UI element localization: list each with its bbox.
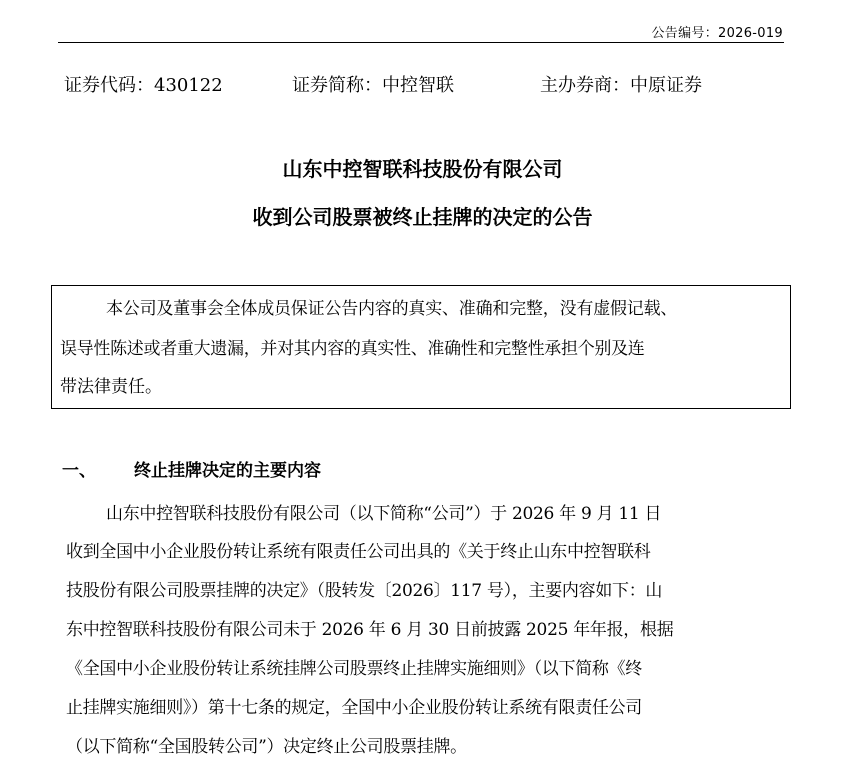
company-name-title: 山东中控智联科技股份有限公司 xyxy=(282,157,563,181)
statement-line: 误导性陈述或者重大遗漏，并对其内容的真实性、准确性和完整性承担个别及连 xyxy=(60,339,645,359)
announcement-number: 公告编号：2026-019 xyxy=(651,26,783,41)
security-code: 证券代码：430122 xyxy=(64,75,223,96)
paragraph-line: 山东中控智联科技股份有限公司（以下简称“公司”）于 2026 年 9 月 11 日 xyxy=(106,504,662,524)
paragraph-line: 技股份有限公司股票挂牌的决定》（股转发〔2026〕117 号），主要内容如下：山 xyxy=(66,581,663,601)
section-number: 一、 xyxy=(62,461,96,481)
paragraph-line: 《全国中小企业股份转让系统挂牌公司股票终止挂牌实施细则》（以下简称《终 xyxy=(66,659,642,679)
paragraph-line: （以下简称“全国股转公司”）决定终止公司股票挂牌。 xyxy=(66,737,467,757)
announcement-title: 收到公司股票被终止挂牌的决定的公告 xyxy=(252,205,593,229)
sponsor-broker: 主办券商：中原证券 xyxy=(540,75,702,96)
statement-line: 带法律责任。 xyxy=(60,377,162,397)
paragraph-line: 东中控智联科技股份有限公司未于 2026 年 6 月 30 日前披露 2025 年年报，根据 xyxy=(66,620,674,640)
security-short-name: 证券简称：中控智联 xyxy=(292,75,454,96)
responsibility-statement-box xyxy=(51,285,791,409)
header-divider xyxy=(58,42,784,43)
statement-line: 本公司及董事会全体成员保证公告内容的真实、准确和完整，没有虚假记载、 xyxy=(106,299,678,319)
paragraph-line: 收到全国中小企业股份转让系统有限责任公司出具的《关于终止山东中控智联科 xyxy=(66,542,651,562)
paragraph-line: 止挂牌实施细则》）第十七条的规定，全国中小企业股份转让系统有限责任公司 xyxy=(66,698,642,718)
security-info-row xyxy=(64,74,784,98)
section-title: 终止挂牌决定的主要内容 xyxy=(134,461,321,481)
